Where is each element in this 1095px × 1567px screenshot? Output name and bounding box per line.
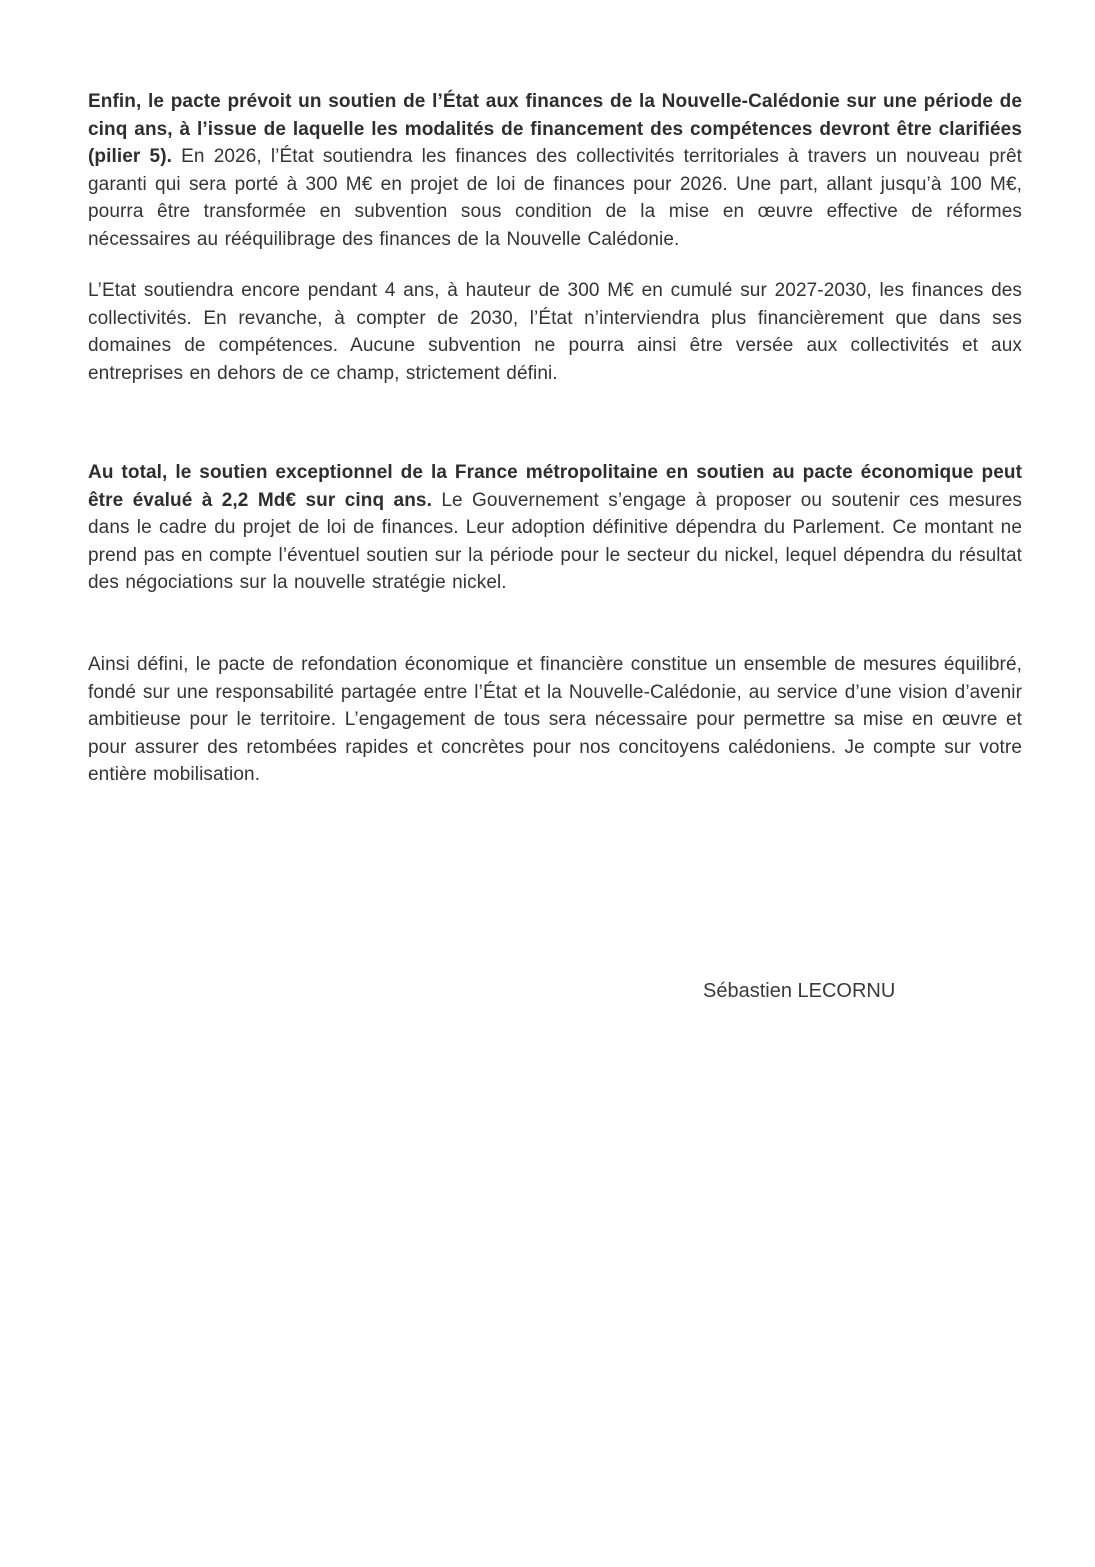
paragraph-state-support-4-years (88, 277, 1022, 387)
paragraph-4-body-text: Ainsi défini, le pacte de refondation économique et financière constitue un ensemble de mesures équilibré, fondé sur une responsabilité partagée entre l’État et la Nouvelle-Calédonie, au service d’une vision d’avenir ambitieuse pour le territoire. L’engagement de tous sera nécessaire pour permettre sa mise en œuvre et pour assurer des retombées rapides et concrètes pour nos concitoyens calédoniens. Je compte sur votre entière mobilisation. (88, 654, 1022, 785)
paragraph-2-body-text: L’Etat soutiendra encore pendant 4 ans, à hauteur de 300 M€ en cumulé sur 2027-2030, les finances des collectivités. En revanche, à compter de 2030, l’État n’interviendra plus financièrement que dans ses domaines de compétences. Aucune subvention ne pourra ainsi être versée aux collectivités et aux entreprises en dehors de ce champ, strictement défini. (88, 280, 1022, 384)
paragraph-conclusion (88, 651, 1022, 789)
paragraph-3-bold-lead: Au total, le soutien exceptionnel de la France métropolitaine en soutien au pacte économique peut être évalué à 2,2 Md€ sur cinq ans. (88, 462, 1022, 511)
paragraph-total-support-evaluation (88, 459, 1022, 597)
paragraph-1-body-text: En 2026, l’État soutiendra les finances des collectivités territoriales à travers un nouveau prêt garanti qui sera porté à 300 M€ en projet de loi de finances pour 2026. Une part, allant jusqu’à 100 M€, pourra être transformée en subvention sous condition de la mise en œuvre effective de réformes nécessaires au rééquilibrage des finances de la Nouvelle Calédonie. (88, 146, 1022, 250)
paragraph-1-bold-lead: Enfin, le pacte prévoit un soutien de l’État aux finances de la Nouvelle-Calédonie sur une période de cinq ans, à l’issue de laquelle les modalités de financement des compétences devront être clarifiées (pilier 5). (88, 91, 1022, 167)
signature-name: Sébastien LECORNU (703, 980, 896, 1002)
paragraph-3-body-text: Le Gouvernement s’engage à proposer ou soutenir ces mesures dans le cadre du projet de loi de finances. Leur adoption définitive dépendra du Parlement. Ce montant ne prend pas en compte l’éventuel soutien sur la période pour le secteur du nickel, lequel dépendra du résultat des négociations sur la nouvelle stratégie nickel. (88, 489, 1022, 593)
paragraph-state-support-finances (88, 88, 1022, 253)
